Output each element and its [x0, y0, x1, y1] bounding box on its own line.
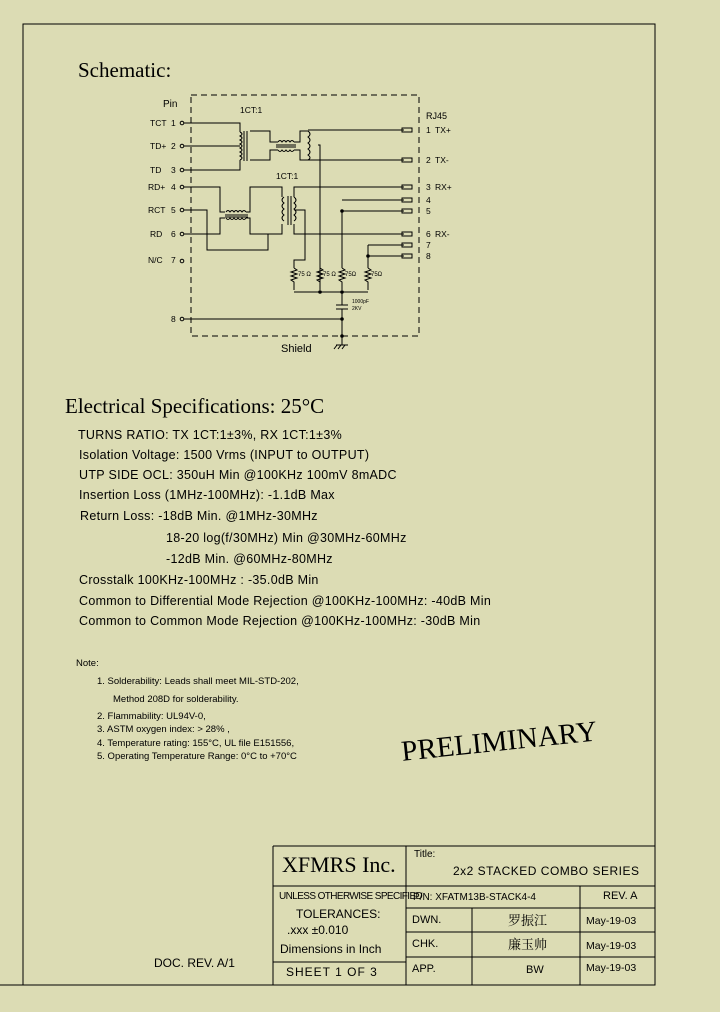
rj45-terminals	[402, 128, 412, 258]
rj45-pin-label: TX-	[435, 155, 449, 165]
rj45-pin-label: TX+	[435, 125, 451, 135]
tx-ratio: 1CT:1	[240, 105, 263, 115]
unless-specified: UNLESS OTHERWISE SPECIFIED	[279, 891, 423, 902]
capacitor-voltage: 2KV	[352, 306, 362, 312]
pin-label: TCT	[150, 118, 167, 128]
spec-line: Crosstalk 100KHz-100MHz : -35.0dB Min	[79, 573, 319, 587]
drawn-by-signature: 罗振江	[508, 913, 548, 928]
spec-line: Isolation Voltage: 1500 Vrms (INPUT to OUTPUT)	[79, 448, 370, 462]
pin-number: 8	[171, 314, 176, 324]
spec-line: 18-20 log(f/30MHz) Min @30MHz-60MHz	[166, 531, 407, 545]
resistor-label: 75Ω	[345, 272, 357, 278]
spec-line: Common to Differential Mode Rejection @100KHz-100MHz: -40dB Min	[79, 594, 492, 608]
rj45-pin-number: 3	[426, 182, 431, 192]
checked-by-signature: 廉玉帅	[508, 937, 548, 952]
note-item: 4. Temperature rating: 155°C, UL file E151556,	[97, 738, 295, 749]
spec-line: TURNS RATIO: TX 1CT:1±3%, RX 1CT:1±3%	[78, 428, 343, 442]
spec-line: -12dB Min. @60MHz-80MHz	[166, 552, 333, 566]
rj45-pin-label: RX-	[435, 229, 450, 239]
note-item: 2. Flammability: UL94V-0,	[97, 711, 206, 722]
specs-heading: Electrical Specifications: 25°C	[65, 394, 325, 418]
pin-label: RCT	[148, 205, 166, 215]
pin-label: N/C	[148, 255, 163, 265]
pin-number: 4	[171, 182, 176, 192]
pin-label: TD+	[150, 141, 167, 151]
spec-line: Return Loss: -18dB Min. @1MHz-30MHz	[80, 509, 318, 523]
note-item: 5. Operating Temperature Range: 0°C to +70°C	[97, 751, 297, 762]
checked-date: May-19-03	[586, 940, 637, 952]
title-label: Title:	[414, 849, 436, 860]
drawn-date: May-19-03	[586, 915, 637, 927]
rx-ratio: 1CT:1	[276, 171, 299, 181]
approved-date: May-19-03	[586, 962, 637, 974]
spec-line: Insertion Loss (1MHz-100MHz): -1.1dB Max	[79, 488, 335, 502]
doc-revision: DOC. REV. A/1	[154, 956, 235, 970]
note-item: Method 208D for solderability.	[113, 694, 239, 705]
rj45-header: RJ45	[426, 111, 448, 121]
pin-label: RD	[150, 229, 163, 239]
tolerance-value: .xxx ±0.010	[287, 923, 349, 937]
pin-number: 3	[171, 165, 176, 175]
sheet-number: SHEET 1 OF 3	[286, 965, 378, 979]
rj45-pin-label: RX+	[435, 182, 452, 192]
role-checked: CHK.	[412, 938, 439, 950]
pin-number: 5	[171, 205, 176, 215]
schematic-wires	[180, 121, 404, 349]
resistor-label: 75 Ω	[298, 272, 311, 278]
role-drawn: DWN.	[412, 914, 442, 926]
notes-heading: Note:	[76, 658, 99, 669]
rj45-pin-number: 1	[426, 125, 431, 135]
capacitor-label: 1000pF	[352, 299, 369, 305]
spec-line: UTP SIDE OCL: 350uH Min @100KHz 100mV 8mADC	[79, 468, 397, 482]
pin-number: 2	[171, 141, 176, 151]
rj45-pin-number: 8	[426, 251, 431, 261]
shield-label: Shield	[281, 343, 312, 355]
approved-by: BW	[526, 964, 544, 976]
spec-line: Common to Common Mode Rejection @100KHz-100MHz: -30dB Min	[79, 614, 481, 628]
rj45-pin-number: 5	[426, 206, 431, 216]
resistor-label: 75 Ω	[323, 272, 336, 278]
role-approved: APP.	[412, 963, 436, 975]
note-item: 3. ASTM oxygen index: > 28% ,	[97, 724, 230, 735]
company-name: XFMRS Inc.	[282, 852, 396, 877]
dimensions-unit: Dimensions in Inch	[280, 942, 382, 956]
page-frame	[23, 24, 655, 985]
document-title: 2x2 STACKED COMBO SERIES	[453, 864, 640, 878]
rj45-pin-number: 7	[426, 240, 431, 250]
revision: REV. A	[603, 890, 638, 902]
note-item: 1. Solderability: Leads shall meet MIL-STD-202,	[97, 676, 299, 687]
pin-header: Pin	[163, 99, 178, 110]
preliminary-watermark: PRELIMINARY	[399, 715, 599, 768]
pin-number: 1	[171, 118, 176, 128]
pin-number: 7	[171, 255, 176, 265]
rj45-pin-number: 6	[426, 229, 431, 239]
rj45-pin-number: 4	[426, 195, 431, 205]
pin-label: RD+	[148, 182, 166, 192]
schematic-heading: Schematic:	[78, 58, 172, 82]
pin-label: TD	[150, 165, 162, 175]
resistor-label: 75Ω	[371, 272, 383, 278]
part-number: P/N: XFATM13B-STACK4-4	[413, 892, 536, 903]
tolerances-label: TOLERANCES:	[296, 907, 381, 921]
pin-number: 6	[171, 229, 176, 239]
rj45-pin-number: 2	[426, 155, 431, 165]
